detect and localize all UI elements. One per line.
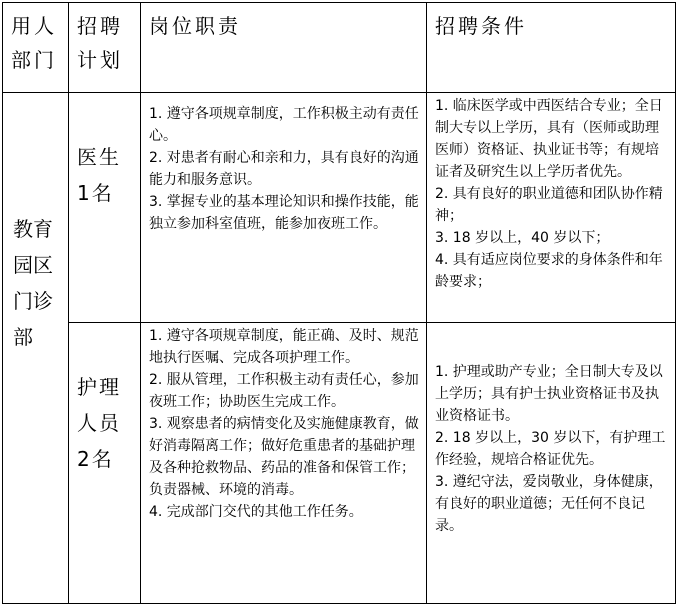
- requirements-cell-doctor: [427, 93, 676, 323]
- requirement-item: 4. 具有适应岗位要求的身体条件和年龄要求；: [435, 252, 663, 290]
- duties-cell-nurse: [141, 323, 427, 604]
- table-row: [3, 93, 676, 323]
- requirement-item: 3. 遵纪守法，爱岗敬业，身体健康，有良好的职业道德；无任何不良记录。: [435, 474, 663, 534]
- requirement-item: 2. 具有良好的职业道德和团队协作精神；: [435, 186, 663, 224]
- plan-cell-nurse: [69, 323, 141, 604]
- department-name: 教育园区门诊部: [13, 217, 53, 349]
- header-plan: 招聘计划: [69, 3, 141, 93]
- duty-item: 1. 遵守各项规章制度，工作积极主动有责任心。: [149, 106, 419, 144]
- position-count: 1名: [77, 181, 114, 205]
- requirement-item: 3. 18 岁以上，40 岁以下；: [435, 230, 610, 246]
- recruitment-table: [2, 2, 676, 604]
- duty-item: 2. 服从管理，工作积极主动有责任心，参加夜班工作；协助医生完成工作。: [149, 372, 419, 410]
- duty-item: 4. 完成部门交代的其他工作任务。: [149, 504, 363, 520]
- duties-cell-doctor: [141, 93, 427, 323]
- duty-item: 2. 对患者有耐心和亲和力，具有良好的沟通能力和服务意识。: [149, 150, 419, 188]
- header-requirements: 招聘条件: [427, 3, 676, 93]
- header-duties: 岗位职责: [141, 3, 427, 93]
- position-name: 医生: [77, 145, 121, 169]
- position-count: 2名: [77, 447, 114, 471]
- duty-item: 3. 观察患者的病情变化及实施健康教育，做好消毒隔离工作；做好危重患者的基础护理及各种抢救物品、药品的准备和保管工作；负责器械、环境的消毒。: [149, 416, 419, 498]
- requirement-item: 1. 临床医学或中西医结合专业；全日制大专以上学历，具有（医师或助理医师）资格证、执业证书等；有规培证者及研究生以上学历者优先。: [435, 98, 663, 180]
- table-row: [3, 323, 676, 604]
- requirements-cell-nurse: [427, 323, 676, 604]
- requirement-item: 1. 护理或助产专业；全日制大专及以上学历；具有护士执业资格证书及执业资格证书。: [435, 364, 663, 424]
- position-name: 护理人员: [77, 375, 121, 435]
- header-department: 用人部门: [3, 3, 69, 93]
- department-cell: [3, 93, 69, 604]
- duty-item: 1. 遵守各项规章制度，能正确、及时、规范地执行医嘱、完成各项护理工作。: [149, 328, 419, 366]
- plan-cell-doctor: [69, 93, 141, 323]
- requirement-item: 2. 18 岁以上，30 岁以下，有护理工作经验，规培合格证优先。: [435, 430, 666, 468]
- duty-item: 3. 掌握专业的基本理论知识和操作技能，能独立参加科室值班，能参加夜班工作。: [149, 194, 419, 232]
- header-row: [3, 3, 676, 93]
